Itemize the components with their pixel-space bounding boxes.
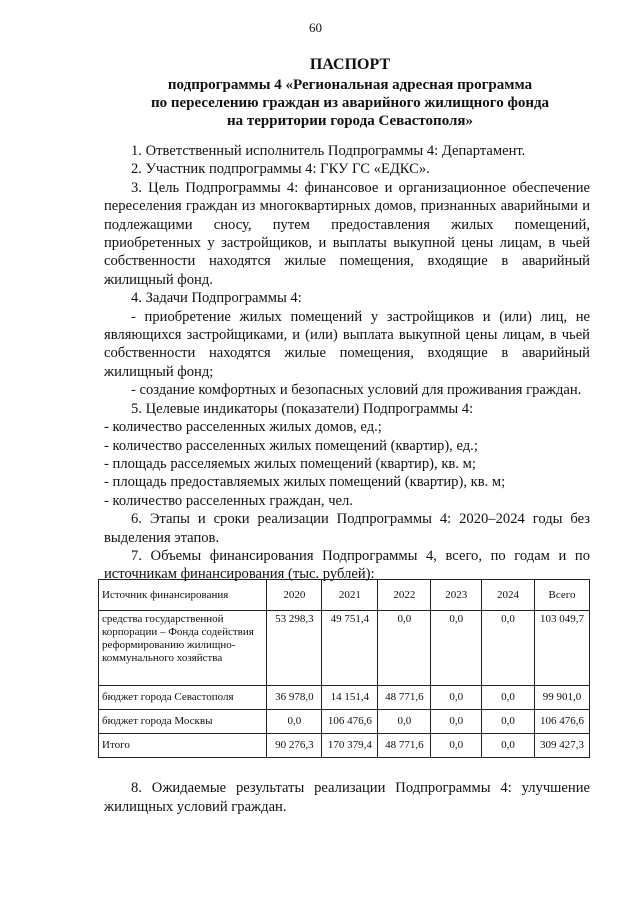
table-cell: 0,0 — [482, 734, 535, 758]
table-cell: 90 276,3 — [267, 734, 322, 758]
table-cell: 106 476,6 — [534, 710, 589, 734]
indicator-item: - количество расселенных жилых домов, ед.; — [104, 419, 382, 436]
document-body — [104, 142, 590, 584]
table-cell: 0,0 — [267, 710, 322, 734]
page-number: 60 — [309, 20, 322, 35]
paragraph-goal: 3. Цель Подпрограммы 4: финансовое и организационное обеспечение переселения граждан из многоквартирных домов, признанных аварийными и подлежащими сносу, путем предоставления жилых помещений, приобретенных у застройщиков, и выплаты выкупной цены лицам, в чьей собственности находятся жилые помещения, входящие в аварийный жилищный фонд. — [104, 179, 590, 288]
table-cell: 103 049,7 — [534, 611, 589, 686]
table-cell: 48 771,6 — [378, 686, 431, 710]
title-line-3: по переселению граждан из аварийного жилищного фонда — [150, 95, 550, 111]
title-line-4: на территории города Севастополя» — [226, 113, 474, 129]
table-cell: 0,0 — [482, 686, 535, 710]
paragraph-task-1: - приобретение жилых помещений у застройщиков и (или) лиц, не являющихся застройщиками, и (или) выплата выкупной цены лицам, в чьей собственности находятся жилые помещения, входящие в аварийный жилищный фонд; — [104, 308, 590, 380]
table-header-cell: 2023 — [431, 580, 482, 611]
table-cell-source: бюджет города Москвы — [99, 710, 267, 734]
table-cell: 14 151,4 — [322, 686, 378, 710]
table-cell-source: средства государственной корпорации – Фонда содействия реформированию жилищно-коммунального хозяйства — [99, 611, 267, 686]
table-cell: 106 476,6 — [322, 710, 378, 734]
table-cell: 0,0 — [431, 611, 482, 686]
indicator-item: - площадь предоставляемых жилых помещений (квартир), кв. м; — [104, 474, 506, 491]
table-header-cell: 2021 — [322, 580, 378, 611]
table-cell: 0,0 — [431, 710, 482, 734]
document-title — [100, 56, 600, 130]
table-cell: 0,0 — [378, 710, 431, 734]
table-cell: 170 379,4 — [322, 734, 378, 758]
title-line-2: подпрограммы 4 «Региональная адресная программа — [167, 77, 533, 93]
indicator-item: - количество расселенных граждан, чел. — [104, 492, 353, 509]
paragraph-indicators: 5. Целевые индикаторы (показатели) Подпрограммы 4: — [131, 400, 474, 417]
table-header-cell: Источник финансирования — [99, 580, 267, 611]
table-cell: 49 751,4 — [322, 611, 378, 686]
table-cell: 0,0 — [482, 710, 535, 734]
table-cell: 309 427,3 — [534, 734, 589, 758]
table-cell: 0,0 — [482, 611, 535, 686]
table-header-cell: 2024 — [482, 580, 535, 611]
table-row — [99, 686, 590, 710]
paragraph-stages: 6. Этапы и сроки реализации Подпрограммы 4: 2020–2024 годы без выделения этапов. — [104, 511, 590, 546]
table-cell: 0,0 — [378, 611, 431, 686]
table-row — [99, 611, 590, 686]
table-cell: 48 771,6 — [378, 734, 431, 758]
title-line-1: ПАСПОРТ — [309, 56, 391, 73]
table-cell-source: бюджет города Севастополя — [99, 686, 267, 710]
paragraph-funding: 7. Объемы финансирования Подпрограммы 4, всего, по годам и по источникам финансирования (тыс. рублей): — [104, 547, 590, 583]
paragraph-responsible: 1. Ответственный исполнитель Подпрограммы 4: Департамент. — [131, 143, 526, 159]
table-cell: 53 298,3 — [267, 611, 322, 686]
table-header-cell: 2022 — [378, 580, 431, 611]
funding-table — [98, 579, 590, 758]
table-row — [99, 710, 590, 734]
indicator-item: - площадь расселяемых жилых помещений (квартир), кв. м; — [104, 455, 476, 472]
paragraph-participant: 2. Участник подпрограммы 4: ГКУ ГС «ЕДКС». — [131, 161, 430, 178]
table-cell: 0,0 — [431, 734, 482, 758]
table-total-row — [99, 734, 590, 758]
table-cell: 99 901,0 — [534, 686, 589, 710]
paragraph-task-2: - создание комфортных и безопасных условий для проживания граждан. — [131, 382, 582, 399]
table-cell: 36 978,0 — [267, 686, 322, 710]
indicator-item: - количество расселенных жилых помещений (квартир), ед.; — [104, 437, 478, 454]
table-header-row — [99, 580, 590, 611]
table-header-cell: 2020 — [267, 580, 322, 611]
paragraph-results: 8. Ожидаемые результаты реализации Подпрограммы 4: улучшение жилищных условий граждан. — [104, 780, 590, 815]
table-header-cell: Всего — [534, 580, 589, 611]
table-cell-source: Итого — [99, 734, 267, 758]
table-cell: 0,0 — [431, 686, 482, 710]
paragraph-tasks: 4. Задачи Подпрограммы 4: — [131, 290, 302, 307]
